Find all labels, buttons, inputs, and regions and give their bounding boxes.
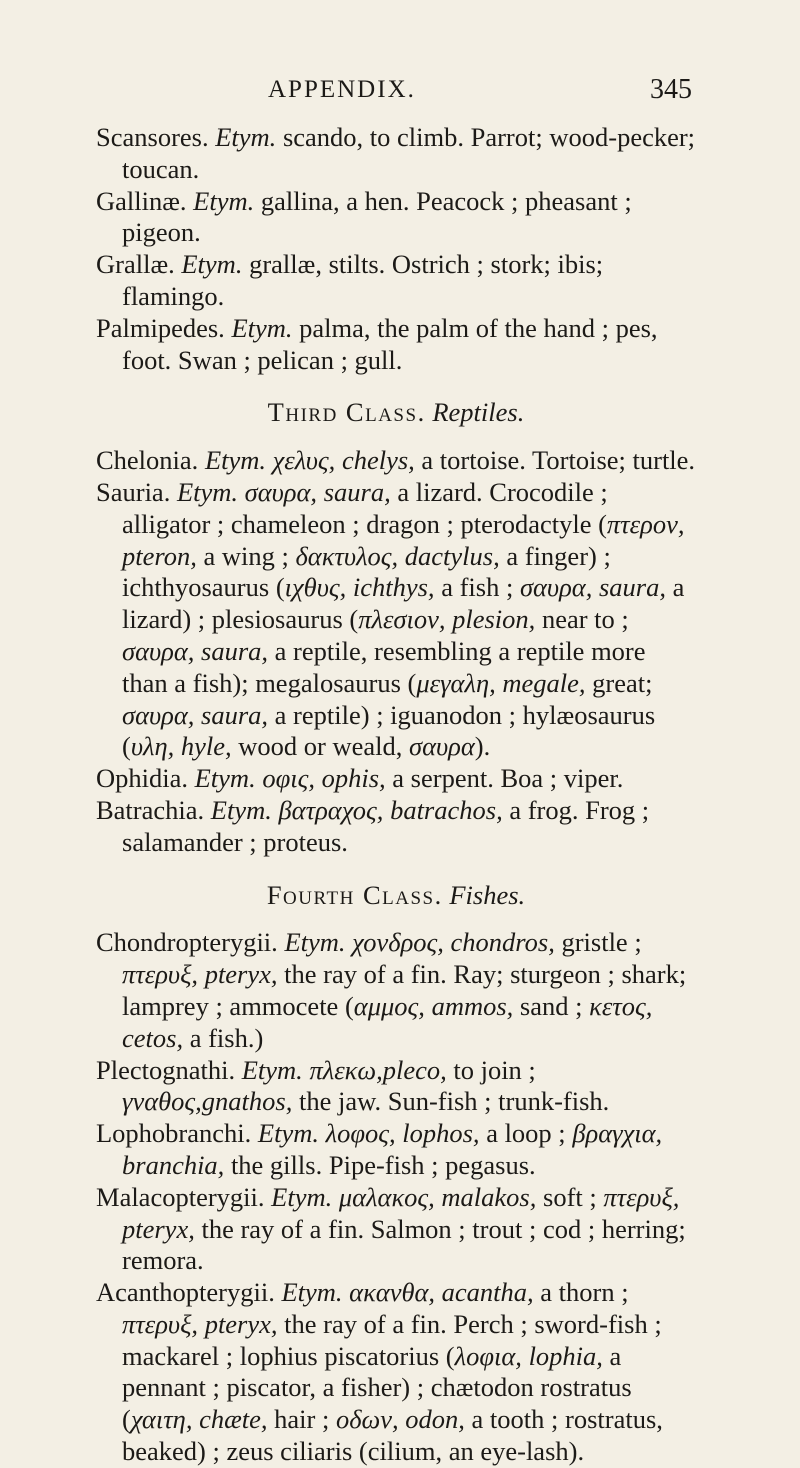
entry-lophobranchi: Lophobranchi. Etym. λοφος, lophos, a loop ; βραγχια, branchia, the gills. Pipe-fish ; pegasus. — [96, 1118, 663, 1180]
entry-gallinae: Gallinæ. Etym. gallina, a hen. Peacock ; pheasant ; pigeon. — [96, 185, 632, 248]
entry-acanthopterygii: Acanthopterygii. Etym. ακανθα, acantha, a thorn ; πτερυξ, pteryx, the ray of a fin. Perch ; sword-fish ; mackarel ; lophius piscatorius (λοφια, lophia, a pennant ; piscator, a fisher) ; chætodon rostratus (χαιτη, chæte, hair ; οδων, odon, a tooth ; rostratus, beaked) ; zeus ciliaris (cilium, an eye-lash). — [96, 1277, 663, 1467]
entry-grallae: Grallæ. Etym. grallæ, stilts. Ostrich ; stork; ibis; flamingo. — [96, 249, 604, 311]
entry-palmipedes: Palmipedes. Etym. palma, the palm of the hand ; pes, foot. Swan ; pelican ; gull. — [96, 312, 658, 375]
entry-malacopterygii: Malacopterygii. Etym. μαλακος, malakos, soft ; πτερυξ, pteryx, the ray of a fin. Salmon ; trout ; cod ; herring; remora. — [96, 1181, 686, 1276]
running-head: APPENDIX. — [268, 76, 416, 103]
section-heading-third-class: Third Class. Reptiles. — [267, 397, 525, 428]
page-body — [96, 122, 696, 1468]
section-heading-fourth-class: Fourth Class. Fishes. — [266, 879, 526, 910]
page-header — [0, 74, 800, 110]
page-number: 345 — [650, 74, 692, 105]
entry-chelonia: Chelonia. Etym. χελυς, chelys, a tortoise. Tortoise; turtle. — [96, 445, 696, 476]
entry-scansores: Scansores. Etym. scando, to climb. Parrot; wood-pecker; toucan. — [96, 122, 696, 184]
entry-ophidia: Ophidia. Etym. οφις, ophis, a serpent. Boa ; viper. — [96, 763, 624, 794]
entry-chondropterygii: Chondropterygii. Etym. χονδρος, chondros, gristle ; πτερυξ, pteryx, the ray of a fin. Ray; sturgeon ; shark; lamprey ; ammocete (αμμος, ammos, sand ; κετος, cetos, a fish.) — [96, 927, 687, 1053]
entry-batrachia: Batrachia. Etym. βατραχος, batrachos, a frog. Frog ; salamander ; proteus. — [96, 794, 650, 857]
entry-plectognathi: Plectognathi. Etym. πλεκω,pleco, to join ; γναθος,gnathos, the jaw. Sun-fish ; trunk-fish. — [96, 1054, 610, 1117]
entry-sauria: Sauria. Etym. σαυρα, saura, a lizard. Crocodile ; alligator ; chameleon ; dragon ; pterodactyle (πτερον, pteron, a wing ; δακτυλος, dactylus, a finger) ; ichthyosaurus (ιχθυς, ichthys, a fish ; σαυρα, saura, a lizard) ; plesiosaurus (πλεσιον, plesion, near to ; σαυρα, saura, a reptile, resembling a reptile more than a fish); megalosaurus (μεγαλη, megale, great; σαυρα, saura, a reptile) ; iguanodon ; hylæosaurus (υλη, hyle, wood or weald, σαυρα). — [96, 476, 685, 762]
